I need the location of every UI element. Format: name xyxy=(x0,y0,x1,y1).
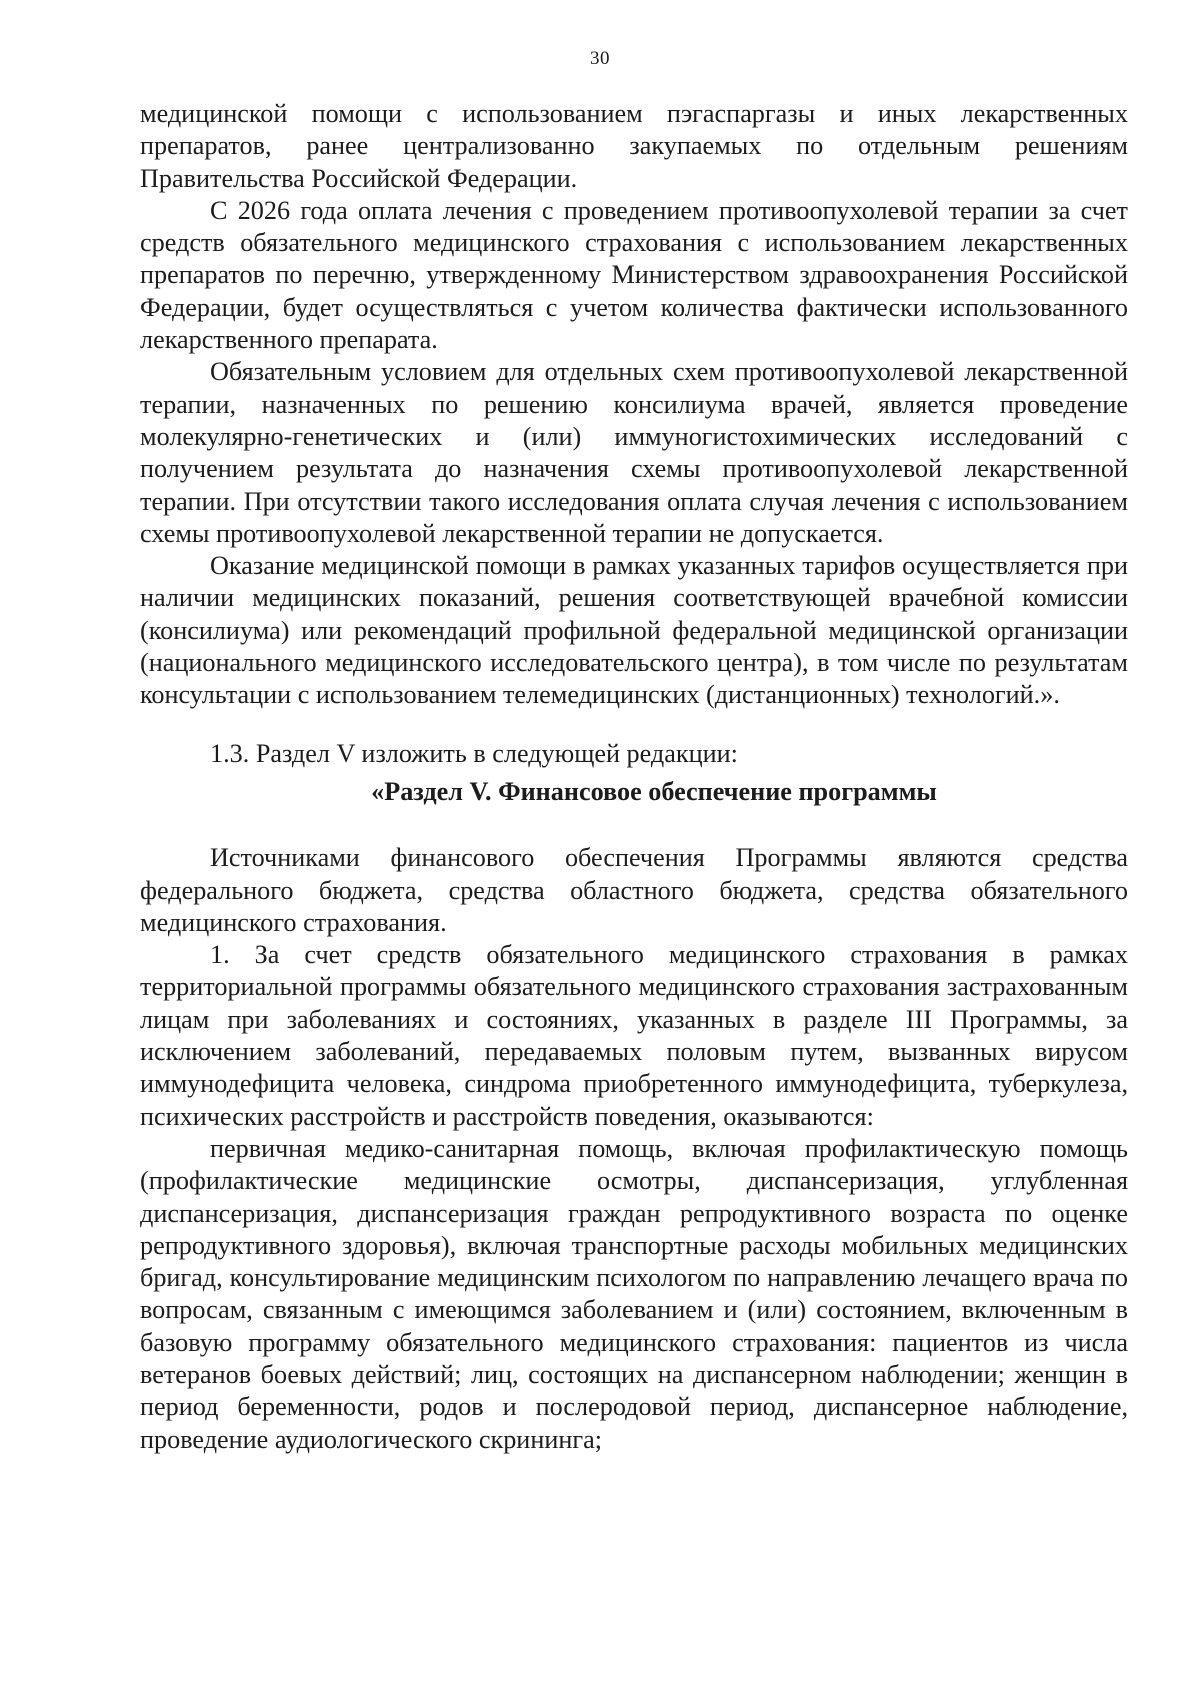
paragraph-primary-care: первичная медико-санитарная помощь, включая профилактическую помощь (профилактические медицинские осмотры, диспансеризация, углубленная диспансеризация, диспансеризация граждан репродуктивного возраста по оценке репродуктивного здоровья), включая транспортные расходы мобильных медицинских бригад, консультирование медицинским психологом по направлению лечащего врача по вопросам, связанным с имеющимся заболеванием и (или) состоянием, включенным в базовую программу обязательного медицинского страхования: пациентов из числа ветеранов боевых действий; лиц, состоящих на диспансерном наблюдении; женщин в период беременности, родов и послеродовой период, диспансерное наблюдение, проведение аудиологического скрининга; xyxy=(140,1133,1128,1454)
spacer xyxy=(140,808,1128,842)
item-heading: 1.3. Раздел V изложить в следующей редакции: xyxy=(210,738,738,768)
paragraph-item-1: 1. За счет средств обязательного медицинского страхования в рамках территориальной программы обязательного медицинского страхования застрахованным лицам при заболеваниях и состояниях, указанных в разделе III Программы, за исключением заболеваний, передаваемых половым путем, вызванных вирусом иммунодефицита человека, синдрома приобретенного иммунодефицита, туберкулеза, психических расстройств и расстройств поведения, оказываются: xyxy=(140,940,1128,1131)
paragraph-payment-2026: С 2026 года оплата лечения с проведением противоопухолевой терапии за счет средств обязательного медицинского страхования с использованием лекарственных препаратов по перечню, утвержденному Министерством здравоохранения Российской Федерации, будет осуществляться с учетом количества фактически использованного лекарственного препарата. xyxy=(140,195,1128,355)
section-title: «Раздел V. Финансовое обеспечение программы xyxy=(371,776,937,806)
paragraph-continuation: медицинской помощи с использованием пэгаспаргазы и иных лекарственных препаратов, ранее централизованно закупаемых по отдельным решениям Правительства Российской Федерации. xyxy=(140,99,1128,193)
paragraph-funding-sources: Источниками финансового обеспечения Программы являются средства федерального бюджета, средства областного бюджета, средства обязательного медицинского страхования. xyxy=(140,843,1128,937)
document-body xyxy=(140,98,1128,1456)
page-number: 30 xyxy=(590,48,610,69)
spacer xyxy=(140,712,1128,738)
paragraph-mandatory-condition: Обязательным условием для отдельных схем противоопухолевой лекарственной терапии, назначенных по решению консилиума врачей, является проведение молекулярно-генетических и (или) иммуногистохимических исследований с получением результата до назначения схемы противоопухолевой лекарственной терапии. При отсутствии такого исследования оплата случая лечения с использованием схемы противоопухолевой лекарственной терапии не допускается. xyxy=(140,357,1128,548)
paragraph-medical-care-provision: Оказание медицинской помощи в рамках указанных тарифов осуществляется при наличии медицинских показаний, решения соответствующей врачебной комиссии (консилиума) или рекомендаций профильной федеральной медицинской организации (национального медицинского исследовательского центра), в том числе по результатам консультации с использованием телемедицинских (дистанционных) технологий.». xyxy=(140,551,1128,710)
